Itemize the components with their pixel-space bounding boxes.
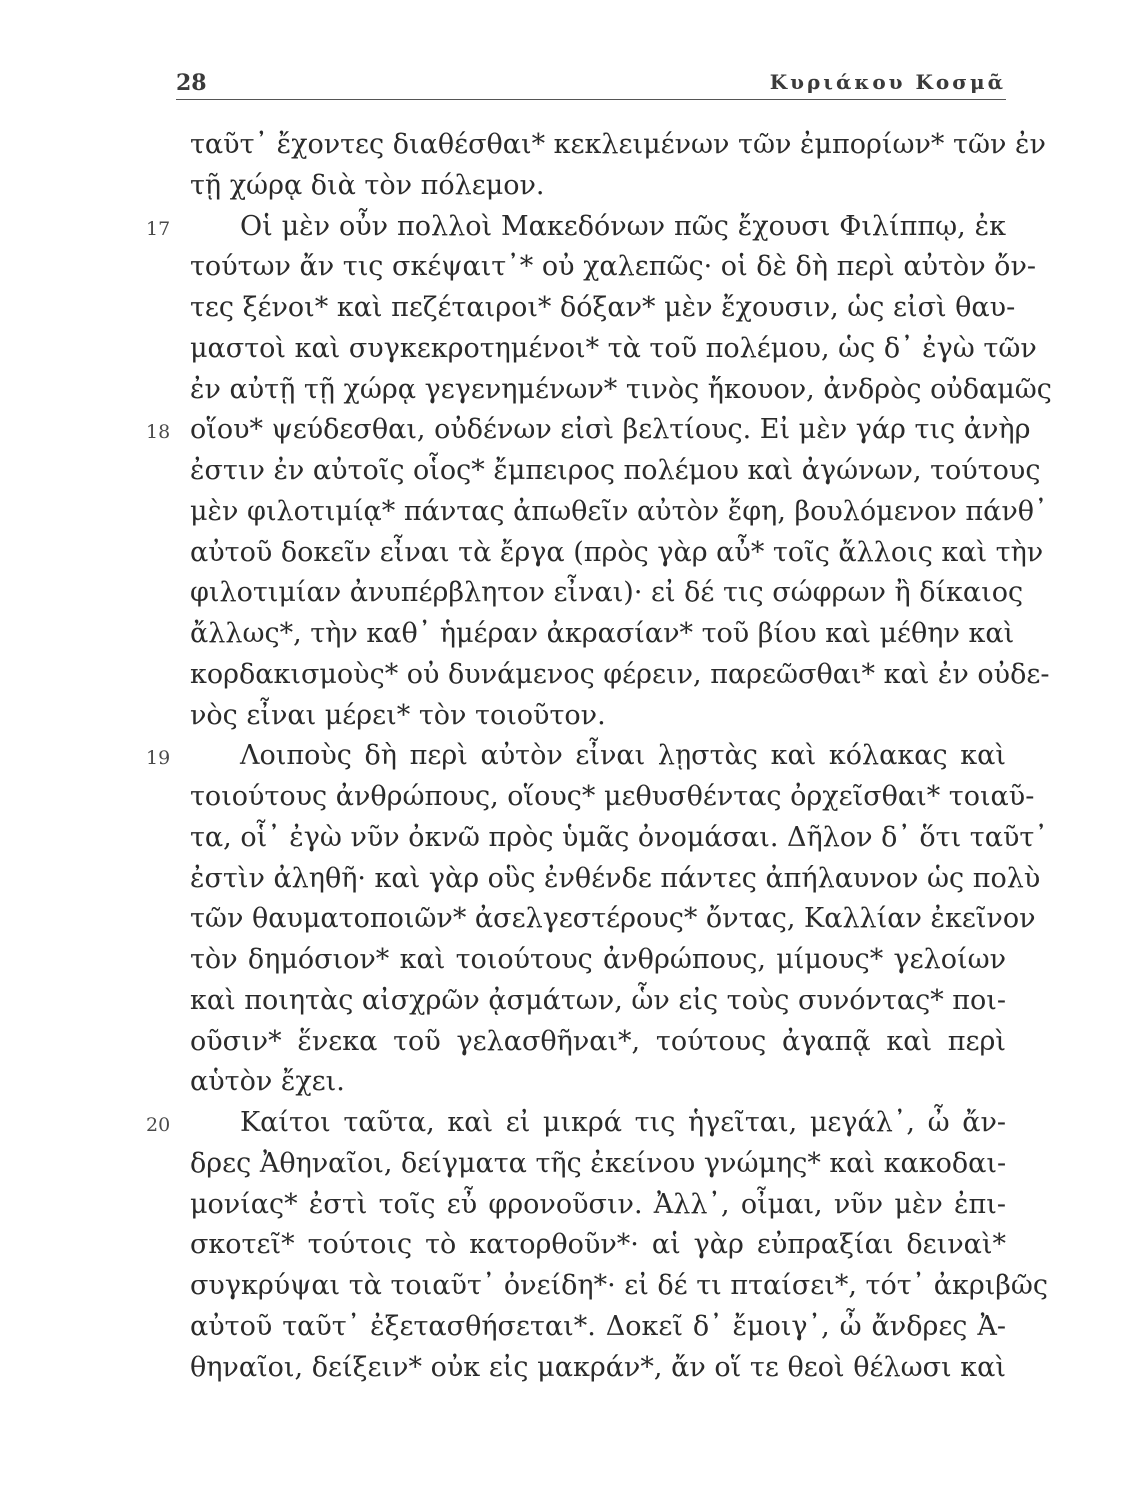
line-text: συγκρύψαι τὰ τοιαῦτ᾽ ὀνείδη*· εἰ δέ τι πταίσει*, τότ᾽ ἀκριβῶς xyxy=(190,1270,1049,1301)
page-number: 28 xyxy=(176,70,207,96)
text-line xyxy=(0,492,1137,533)
text-line xyxy=(0,573,1137,614)
line-text: τες ξένοι* καὶ πεζέταιροι* δόξαν* μὲν ἔχουσιν, ὡς εἰσὶ θαυ- xyxy=(190,292,1016,323)
line-text: Οἱ μὲν οὖν πολλοὶ Μακεδόνων πῶς ἔχουσι Φιλίππῳ, ἐκ xyxy=(240,210,1006,242)
text-line xyxy=(0,655,1137,696)
text-line xyxy=(0,1225,1137,1266)
text-line xyxy=(0,207,1137,248)
line-text: αὐτοῦ ταῦτ᾽ ἐξετασθήσεται*. Δοκεῖ δ᾽ ἔμοιγ᾽, ὦ ἄνδρες Ἀ- xyxy=(190,1310,1006,1342)
line-text: ἐστιν ἐν αὐτοῖς οἷος* ἔμπειρος πολέμου καὶ ἀγώνων, τούτους xyxy=(190,455,1041,486)
line-text: Λοιποὺς δὴ περὶ αὐτὸν εἶναι λῃστὰς καὶ κόλακας καὶ xyxy=(240,740,1006,772)
text-line xyxy=(0,288,1137,329)
section-number: 20 xyxy=(146,1114,171,1136)
text-line xyxy=(0,614,1137,655)
section-number: 17 xyxy=(146,217,171,240)
line-text: Καίτοι ταῦτα, καὶ εἰ μικρά τις ἡγεῖται, μεγάλ᾽, ὦ ἄν- xyxy=(240,1107,1006,1138)
line-text: ἄλλως*, τὴν καθ᾽ ἡμέραν ἀκρασίαν* τοῦ βίου καὶ μέθην καὶ xyxy=(190,618,1015,649)
line-text: μὲν φιλοτιμίᾳ* πάντας ἀπωθεῖν αὐτὸν ἔφη, βουλόμενον πάνθ᾽ xyxy=(190,495,1048,527)
text-line xyxy=(0,696,1137,737)
text-line xyxy=(0,940,1137,981)
text-line xyxy=(0,818,1137,859)
line-text: μαστοὶ καὶ συγκεκροτημένοι* τὰ τοῦ πολέμου, ὡς δ᾽ ἐγὼ τῶν xyxy=(190,332,1037,364)
line-text: σκοτεῖ* τούτοις τὸ κατορθοῦν*· αἱ γὰρ εὐπραξίαι δειναὶ* xyxy=(190,1229,1006,1261)
text-line xyxy=(0,451,1137,492)
line-text: θηναῖοι, δείξειν* οὐκ εἰς μακράν*, ἄν οἵ τε θεοὶ θέλωσι καὶ xyxy=(190,1351,1006,1383)
line-text: τὸν δημόσιον* καὶ τοιούτους ἀνθρώπους, μίμους* γελοίων xyxy=(190,944,1006,975)
line-text: ἐστὶν ἀληθῆ· καὶ γὰρ οὓς ἐνθένδε πάντες ἀπήλαυνον ὡς πολὺ xyxy=(190,862,1041,894)
text-line xyxy=(0,1022,1137,1063)
body-text xyxy=(0,125,1137,1388)
text-line xyxy=(0,981,1137,1022)
line-text: φιλοτιμίαν ἀνυπέρβλητον εἶναι)· εἰ δέ τις σώφρων ἢ δίκαιος xyxy=(190,577,1024,609)
text-line xyxy=(0,1348,1137,1389)
line-text: τούτων ἄν τις σκέψαιτ᾽* οὐ χαλεπῶς· οἱ δὲ δὴ περὶ αὐτὸν ὄν- xyxy=(190,251,1036,283)
text-line xyxy=(0,1266,1137,1307)
text-line xyxy=(0,125,1137,166)
text-line xyxy=(0,1103,1137,1144)
text-line xyxy=(0,533,1137,574)
page-header xyxy=(176,70,1006,100)
text-line xyxy=(0,1062,1137,1103)
text-line xyxy=(0,329,1137,370)
running-head: Κυριάκου Κοσμᾶ xyxy=(769,70,1006,94)
text-line xyxy=(0,777,1137,818)
section-number: 18 xyxy=(146,421,171,444)
text-line xyxy=(0,736,1137,777)
text-line xyxy=(0,410,1137,451)
text-line xyxy=(0,166,1137,207)
line-text: ταῦτ᾽ ἔχοντες διαθέσθαι* κεκλειμένων τῶν ἐμπορίων* τῶν ἐν xyxy=(190,129,1046,160)
line-text: αὐτοῦ δοκεῖν εἶναι τὰ ἔργα (πρὸς γὰρ αὖ* τοῖς ἄλλοις καὶ τὴν xyxy=(190,536,1044,568)
line-text: τα, οἷ᾽ ἐγὼ νῦν ὀκνῶ πρὸς ὑμᾶς ὀνομάσαι. Δῆλον δ᾽ ὅτι ταῦτ᾽ xyxy=(190,821,1048,853)
line-text: τῶν θαυματοποιῶν* ἀσελγεστέρους* ὄντας, Καλλίαν ἐκεῖνον xyxy=(190,903,1036,935)
section-number: 19 xyxy=(146,747,171,770)
line-text: ἐν αὐτῇ τῇ χώρᾳ γεγενημένων* τινὸς ἤκουον, ἀνδρὸς οὐδαμῶς xyxy=(190,373,1052,405)
line-text: οῦσιν* ἕνεκα τοῦ γελασθῆναι*, τούτους ἀγαπᾷ καὶ περὶ xyxy=(190,1025,1006,1057)
line-text: δρες Ἀθηναῖοι, δείγματα τῆς ἐκείνου γνώμης* καὶ κακοδαι- xyxy=(190,1147,1007,1179)
text-line xyxy=(0,370,1137,411)
text-line xyxy=(0,899,1137,940)
text-line xyxy=(0,859,1137,900)
line-text: καὶ ποιητὰς αἰσχρῶν ᾀσμάτων, ὧν εἰς τοὺς συνόντας* ποι- xyxy=(190,984,1006,1016)
text-line xyxy=(0,1307,1137,1348)
line-text: μονίας* ἐστὶ τοῖς εὖ φρονοῦσιν. Ἀλλ᾽, οἶμαι, νῦν μὲν ἐπι- xyxy=(190,1188,1006,1220)
text-line xyxy=(0,247,1137,288)
line-text: οἵου* ψεύδεσθαι, οὐδένων εἰσὶ βελτίους. Εἰ μὲν γάρ τις ἀνὴρ xyxy=(190,414,1031,446)
line-text: κορδακισμοὺς* οὐ δυνάμενος φέρειν, παρεῶσθαι* καὶ ἐν οὐδε- xyxy=(190,658,1050,690)
text-line xyxy=(0,1144,1137,1185)
header-divider xyxy=(176,99,1006,100)
line-text: τῇ χώρᾳ διὰ τὸν πόλεμον. xyxy=(190,169,545,201)
text-line xyxy=(0,1185,1137,1226)
line-text: νὸς εἶναι μέρει* τὸν τοιοῦτον. xyxy=(190,699,606,731)
line-text: τοιούτους ἀνθρώπους, οἵους* μεθυσθέντας ὀρχεῖσθαι* τοιαῦ- xyxy=(190,781,1035,812)
line-text: αὑτὸν ἔχει. xyxy=(190,1066,345,1098)
